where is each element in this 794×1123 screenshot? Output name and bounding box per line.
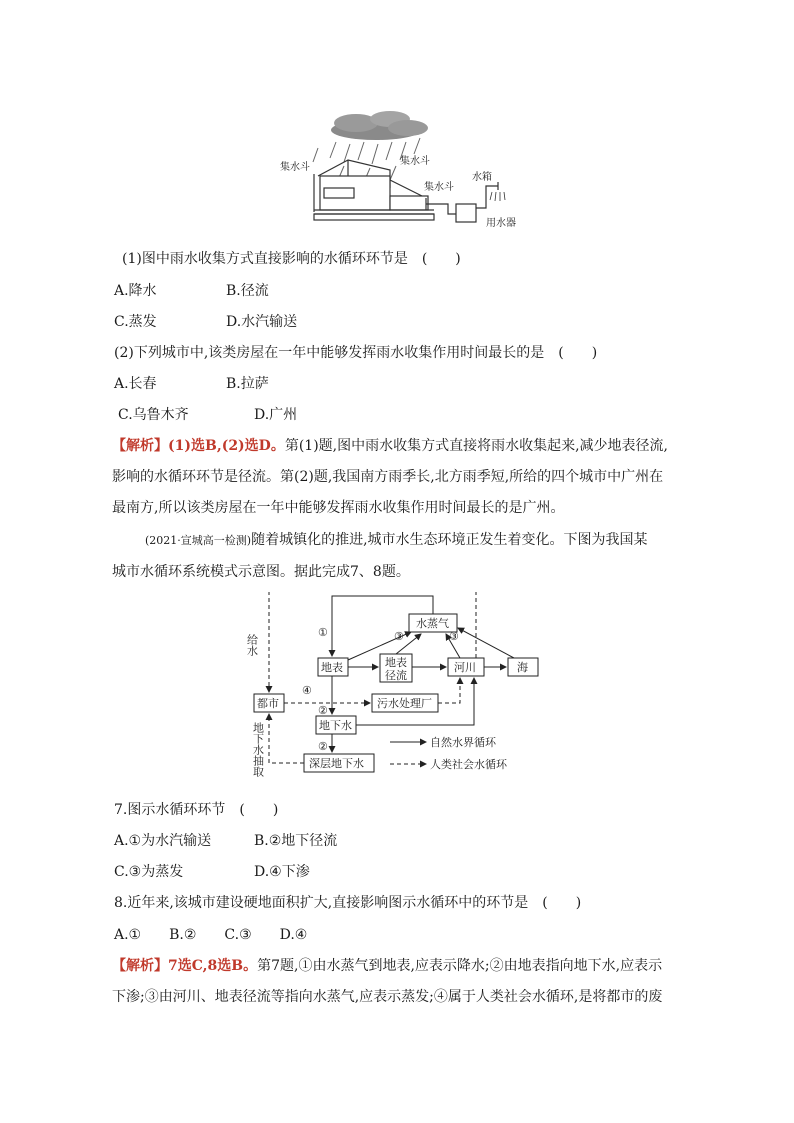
marker-3b: ③ — [449, 630, 459, 643]
question-1: (1)图中雨水收集方式直接影响的水循环环节是 ( ) — [122, 251, 461, 267]
q8-options: A.① B.② C.③ D.④ — [114, 927, 308, 943]
marker-3a: ③ — [394, 630, 404, 643]
water-tank — [456, 182, 498, 222]
marker-2a: ② — [318, 704, 328, 717]
q2-option-d: D.广州 — [254, 407, 298, 423]
box-deep-label: 深层地下水 — [309, 757, 364, 770]
box-city-label: 都市 — [257, 697, 279, 710]
analysis-1-line-3: 最南方,所以该类房屋在一年中能够发挥雨水收集作用时间最长的是广州。 — [112, 500, 565, 516]
analysis-2-line-1 — [112, 957, 662, 975]
analysis-2-line-2: 下渗;③由河川、地表径流等指向水蒸气,应表示蒸发;④属于人类社会水循环,是将都市的废 — [112, 989, 663, 1005]
box-runoff-label-1: 地表 — [385, 656, 407, 669]
analysis-1-line-1 — [112, 437, 668, 455]
box-runoff-label-2: 径流 — [385, 669, 407, 682]
analysis-answer: (1)选B,(2)选D。 — [168, 438, 285, 454]
question-2: (2)下列城市中,该类房屋在一年中能够发挥雨水收集作用时间最长的是 ( ) — [114, 345, 598, 361]
collector-label-mid: 集水斗 — [400, 156, 430, 167]
intro-text: 随着城镇化的推进,城市水生态环境正发生着变化。下图为我国某 — [251, 532, 648, 548]
rainwater-house-figure — [278, 108, 528, 232]
q1-option-a: A.降水 — [114, 283, 157, 299]
intro-line-1 — [145, 531, 648, 550]
collector-label-left: 集水斗 — [280, 162, 310, 173]
question-7: 7.图示水循环环节 ( ) — [114, 802, 279, 818]
q2-option-b: B.拉萨 — [226, 376, 269, 392]
box-river-label: 河川 — [454, 661, 476, 674]
analysis-tag: 【解析】 — [112, 438, 168, 454]
box-sewage-label: 污水处理厂 — [377, 697, 432, 710]
side-label-supply: 给水 — [246, 634, 259, 656]
marker-1: ① — [318, 626, 328, 639]
box-sea-label: 海 — [517, 661, 528, 674]
side-label-pump: 地下水抽取 — [251, 722, 265, 777]
question-8: 8.近年来,该城市建设硬地面积扩大,直接影响图示水循环中的环节是 ( ) — [114, 895, 582, 911]
q7-option-d: D.④下渗 — [254, 864, 310, 880]
box-vapor-label: 水蒸气 — [416, 617, 449, 630]
legend-natural-label: 自然水界循环 — [430, 736, 496, 749]
q2-option-a: A.长春 — [114, 376, 157, 392]
analysis-tag: 【解析】 — [112, 958, 168, 974]
legend-human-label: 人类社会水循环 — [430, 758, 507, 771]
collector-label-right: 集水斗 — [424, 182, 454, 193]
q7-option-c: C.③为蒸发 — [114, 864, 184, 880]
device-label: 用水器 — [486, 218, 516, 229]
box-ground-label: 地下水 — [319, 719, 352, 732]
box-surface-label: 地表 — [321, 661, 343, 674]
analysis-answer: 7选C,8选B。 — [168, 958, 258, 974]
q1-option-b: B.径流 — [226, 283, 269, 299]
q1-option-d: D.水汽输送 — [226, 314, 298, 330]
q2-option-c: C.乌鲁木齐 — [118, 407, 189, 423]
faucet-icon — [490, 192, 505, 201]
q7-option-b: B.②地下径流 — [254, 833, 338, 849]
intro-source: (2021·宣城高一检测) — [145, 534, 252, 547]
q1-option-c: C.蒸发 — [114, 314, 157, 330]
marker-4: ④ — [302, 684, 312, 697]
cloud-shape — [331, 111, 428, 140]
analysis-1-line-2: 影响的水循环环节是径流。第(2)题,我国南方雨季长,北方雨季短,所给的四个城市中广州在 — [112, 469, 664, 485]
analysis-text: 第7题,①由水蒸气到地表,应表示降水;②由地表指向地下水,应表示 — [257, 958, 663, 974]
marker-2b: ② — [318, 740, 328, 753]
intro-line-2: 城市水循环系统模式示意图。据此完成7、8题。 — [112, 564, 410, 580]
tank-label: 水箱 — [472, 172, 492, 183]
q7-option-a: A.①为水汽输送 — [114, 833, 212, 849]
analysis-text: 第(1)题,图中雨水收集方式直接将雨水收集起来,减少地表径流, — [284, 438, 669, 454]
water-cycle-diagram — [246, 592, 546, 778]
